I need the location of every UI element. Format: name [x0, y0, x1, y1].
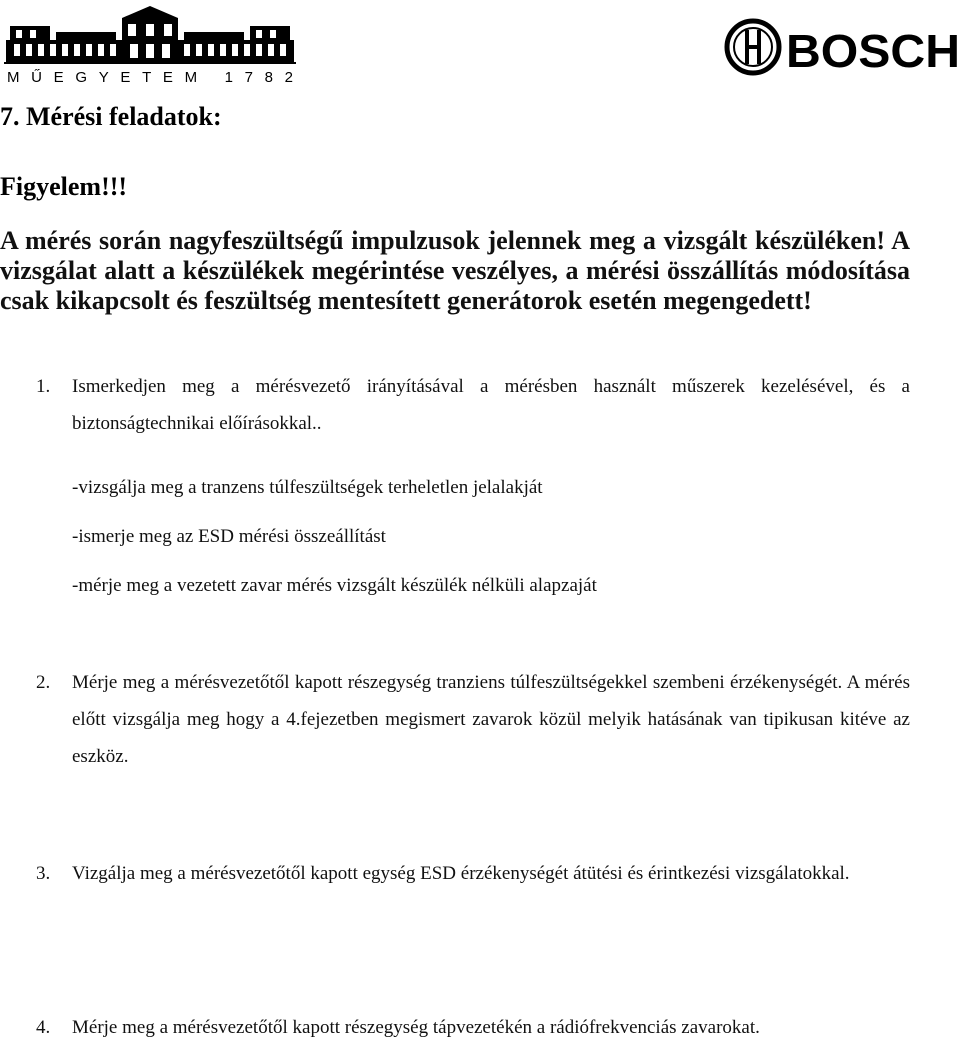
subtask-3: -mérje meg a vezetett zavar mérés vizsgált készülék nélküli alapzaját	[72, 575, 597, 596]
subtask-1: -vizsgálja meg a tranzens túlfeszültségek terheletlen jelalakját	[72, 477, 543, 498]
task-item-2	[36, 664, 910, 775]
task-text: Ismerkedjen meg a mérésvezető irányításával a mérésben használt műszerek kezelésével, és a biztonságtechnikai előírásokkal..	[72, 376, 910, 434]
task-item-3	[36, 855, 910, 892]
task-number: 2.	[36, 672, 51, 693]
task-item-4	[36, 1009, 910, 1046]
university-logo-text: MŰEGYETEM 1782	[7, 69, 293, 86]
task-number: 3.	[36, 863, 51, 884]
university-building-logo	[4, 2, 296, 88]
page-header	[0, 0, 960, 90]
task-text: Mérje meg a mérésvezetőtől kapott részegység tranziens túlfeszültségekkel szembeni érzékenységét. A mérés előtt vizsgálja meg hogy a 4.fejezetben megismert zavarok közül melyik hatásának van tipikusan kitéve az eszköz.	[72, 672, 910, 767]
task-text: Mérje meg a mérésvezetőtől kapott részegység tápvezetékén a rádiófrekvenciás zavarokat.	[72, 1017, 760, 1038]
task-text: Vizgálja meg a mérésvezetőtől kapott egység ESD érzékenységét átütési és érintkezési vizsgálatokkal.	[72, 863, 850, 884]
warning-title: Figyelem!!!	[0, 172, 128, 201]
task-item-1	[36, 368, 910, 442]
task-number: 4.	[36, 1017, 51, 1038]
section-heading: 7. Mérési feladatok:	[0, 102, 222, 131]
task-number: 1.	[36, 376, 51, 397]
subtask-2: -ismerje meg az ESD mérési összeállítást	[72, 526, 386, 547]
bosch-logo-text: BOSCH	[786, 25, 960, 77]
bosch-armature-logo	[724, 18, 960, 78]
warning-paragraph: A mérés során nagyfeszültségű impulzusok jelennek meg a vizsgált készüléken! A vizsgálat alatt a készülékek megérintése veszélyes, a mérési összállítás módosítása csak kikapcsolt és feszültség mentesített generátorok esetén megengedett!	[0, 226, 910, 315]
